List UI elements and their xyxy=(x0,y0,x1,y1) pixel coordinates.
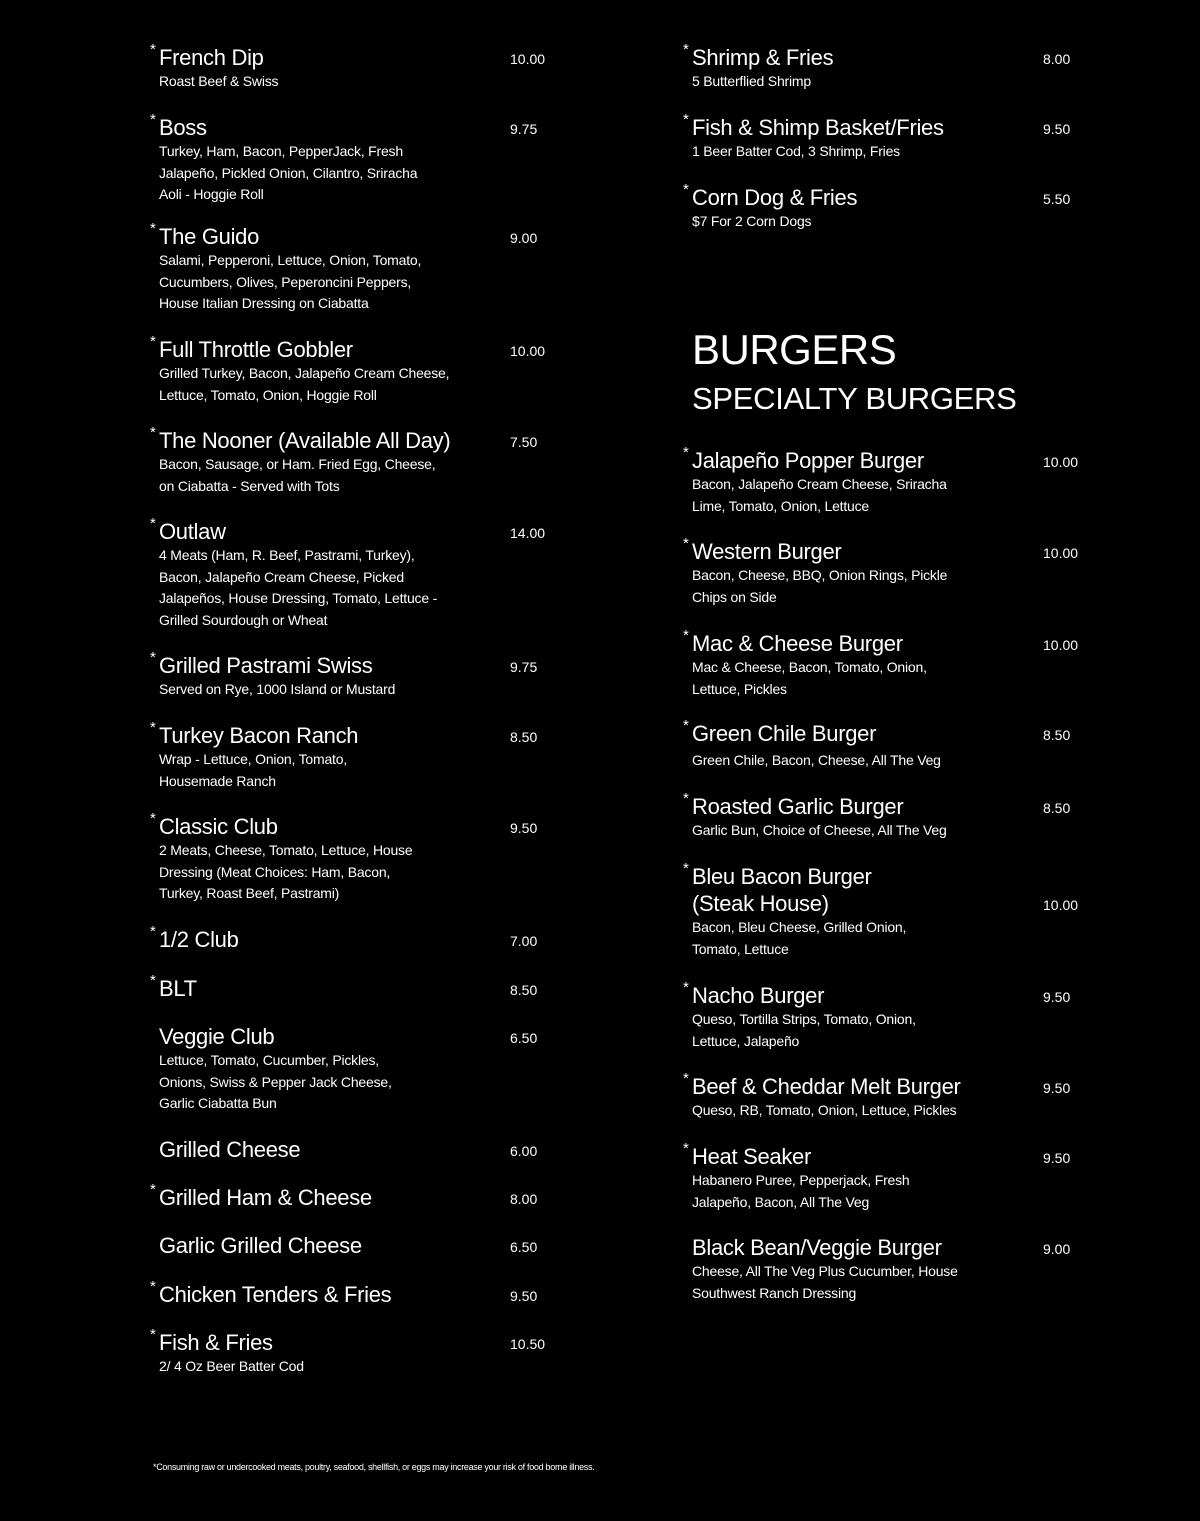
item-description: 4 Meats (Ham, R. Beef, Pastrami, Turkey), Bacon, Jalapeño Cream Cheese, Picked Jalapeños, House Dressing, Tomato, Lettuce - Grilled Sourdough or Wheat xyxy=(159,547,438,628)
star-marker: * xyxy=(150,111,156,128)
item-description: Served on Rye, 1000 Island or Mustard xyxy=(159,681,396,697)
item-price: 14.00 xyxy=(510,525,546,541)
item-description: 2 Meats, Cheese, Tomato, Lettuce, House Dressing (Meat Choices: Ham, Bacon, Turkey, Roast Beef, Pastrami) xyxy=(159,842,413,901)
item-price: 9.50 xyxy=(510,1288,538,1304)
item-name: Full Throttle Gobbler xyxy=(159,337,353,362)
burgers-heading: BURGERS xyxy=(692,326,897,373)
item-price: 10.00 xyxy=(510,343,546,359)
star-marker: * xyxy=(683,627,689,644)
item-description: Bacon, Jalapeño Cream Cheese, Sriracha Lime, Tomato, Onion, Lettuce xyxy=(692,476,947,514)
item-price: 6.50 xyxy=(510,1239,538,1255)
item-name: Western Burger xyxy=(692,539,842,564)
item-price: 8.50 xyxy=(1043,800,1071,816)
item-name: Grilled Ham & Cheese xyxy=(159,1185,372,1210)
item-name: Turkey Bacon Ranch xyxy=(159,723,359,748)
star-marker: * xyxy=(683,1070,689,1087)
item-description: Queso, RB, Tomato, Onion, Lettuce, Pickles xyxy=(692,1102,957,1118)
star-marker: * xyxy=(683,979,689,996)
star-marker: * xyxy=(150,515,156,532)
item-price: 9.50 xyxy=(1043,989,1071,1005)
star-marker: * xyxy=(150,649,156,666)
star-marker: * xyxy=(150,220,156,237)
food-safety-footnote: *Consuming raw or undercooked meats, poultry, seafood, shellfish, or eggs may increase your risk of food borne illness. xyxy=(153,1462,595,1472)
item-name: Jalapeño Popper Burger xyxy=(692,448,924,473)
item-price: 10.00 xyxy=(510,51,546,67)
item-name: Classic Club xyxy=(159,814,278,839)
star-marker: * xyxy=(150,1181,156,1198)
item-description: Cheese, All The Veg Plus Cucumber, House Southwest Ranch Dressing xyxy=(692,1263,958,1301)
star-marker: * xyxy=(683,790,689,807)
item-description: $7 For 2 Corn Dogs xyxy=(692,213,812,229)
star-marker: * xyxy=(150,923,156,940)
item-name: Chicken Tenders & Fries xyxy=(159,1282,392,1307)
item-description: 1 Beer Batter Cod, 3 Shrimp, Fries xyxy=(692,143,900,159)
item-name: Roasted Garlic Burger xyxy=(692,794,904,819)
star-marker: * xyxy=(150,810,156,827)
item-name: Veggie Club xyxy=(159,1024,275,1049)
item-name: Fish & Shimp Basket/Fries xyxy=(692,115,944,140)
item-description: Green Chile, Bacon, Cheese, All The Veg xyxy=(692,752,941,768)
item-name: Mac & Cheese Burger xyxy=(692,631,903,656)
item-description: Bacon, Bleu Cheese, Grilled Onion, Tomato, Lettuce xyxy=(692,919,907,957)
item-description: Wrap - Lettuce, Onion, Tomato, Housemade Ranch xyxy=(159,751,348,789)
item-price: 9.50 xyxy=(1043,1080,1071,1096)
item-name: Black Bean/Veggie Burger xyxy=(692,1235,942,1260)
item-price: 10.00 xyxy=(1043,897,1079,913)
item-name-line-2: (Steak House) xyxy=(692,891,829,916)
star-marker: * xyxy=(150,41,156,58)
item-name: Garlic Grilled Cheese xyxy=(159,1233,362,1258)
item-name: French Dip xyxy=(159,45,264,70)
item-price: 9.75 xyxy=(510,121,538,137)
item-price: 9.50 xyxy=(1043,1150,1071,1166)
star-marker: * xyxy=(150,972,156,989)
item-price: 8.00 xyxy=(510,1191,538,1207)
item-price: 8.50 xyxy=(1043,727,1071,743)
item-name: Green Chile Burger xyxy=(692,721,877,746)
item-price: 10.00 xyxy=(1043,454,1079,470)
item-price: 10.00 xyxy=(1043,545,1079,561)
item-name: Outlaw xyxy=(159,519,226,544)
item-price: 9.50 xyxy=(510,820,538,836)
item-price: 7.50 xyxy=(510,434,538,450)
item-price: 10.00 xyxy=(1043,637,1079,653)
star-marker: * xyxy=(683,41,689,58)
specialty-burgers-subheading: SPECIALTY BURGERS xyxy=(692,381,1017,416)
item-price: 6.00 xyxy=(510,1143,538,1159)
item-description: Garlic Bun, Choice of Cheese, All The Veg xyxy=(692,822,947,838)
item-price: 9.00 xyxy=(510,230,538,246)
item-name: Grilled Pastrami Swiss xyxy=(159,653,373,678)
item-name: 1/2 Club xyxy=(159,927,239,952)
item-description: Bacon, Cheese, BBQ, Onion Rings, Pickle Chips on Side xyxy=(692,567,948,605)
item-name: Heat Seaker xyxy=(692,1144,811,1169)
item-price: 8.50 xyxy=(510,982,538,998)
item-description: Mac & Cheese, Bacon, Tomato, Onion, Lettuce, Pickles xyxy=(692,659,927,697)
item-name: BLT xyxy=(159,976,197,1001)
item-price: 9.50 xyxy=(1043,121,1071,137)
item-description: Lettuce, Tomato, Cucumber, Pickles, Onions, Swiss & Pepper Jack Cheese, Garlic Ciabatta Bun xyxy=(159,1052,392,1111)
item-description: Queso, Tortilla Strips, Tomato, Onion, Lettuce, Jalapeño xyxy=(692,1011,916,1049)
item-description: 2/ 4 Oz Beer Batter Cod xyxy=(159,1358,304,1374)
item-name: The Guido xyxy=(159,224,260,249)
star-marker: * xyxy=(150,424,156,441)
star-marker: * xyxy=(683,181,689,198)
item-price: 9.75 xyxy=(510,659,538,675)
item-name: Beef & Cheddar Melt Burger xyxy=(692,1074,961,1099)
item-name: Bleu Bacon Burger xyxy=(692,864,872,889)
star-marker: * xyxy=(683,1140,689,1157)
star-marker: * xyxy=(150,719,156,736)
item-name: Nacho Burger xyxy=(692,983,825,1008)
item-name: Corn Dog & Fries xyxy=(692,185,858,210)
item-description: Salami, Pepperoni, Lettuce, Onion, Tomato, Cucumbers, Olives, Peperoncini Peppers, House Italian Dressing on Ciabatta xyxy=(159,252,422,311)
item-price: 8.00 xyxy=(1043,51,1071,67)
star-marker: * xyxy=(683,860,689,877)
star-marker: * xyxy=(683,535,689,552)
item-name: Shrimp & Fries xyxy=(692,45,834,70)
item-price: 6.50 xyxy=(510,1030,538,1046)
star-marker: * xyxy=(150,1278,156,1295)
item-description: Bacon, Sausage, or Ham. Fried Egg, Cheese, on Ciabatta - Served with Tots xyxy=(159,456,436,494)
star-marker: * xyxy=(683,717,689,734)
item-price: 5.50 xyxy=(1043,191,1071,207)
item-description: Grilled Turkey, Bacon, Jalapeño Cream Cheese, Lettuce, Tomato, Onion, Hoggie Roll xyxy=(159,365,450,403)
star-marker: * xyxy=(150,1326,156,1343)
star-marker: * xyxy=(683,111,689,128)
item-name: Boss xyxy=(159,115,207,140)
item-description: Turkey, Ham, Bacon, PepperJack, Fresh Jalapeño, Pickled Onion, Cilantro, Sriracha Aoli - Hoggie Roll xyxy=(159,143,418,202)
item-description: 5 Butterflied Shrimp xyxy=(692,73,811,89)
item-description: Roast Beef & Swiss xyxy=(159,73,279,89)
item-price: 9.00 xyxy=(1043,1241,1071,1257)
item-name: The Nooner (Available All Day) xyxy=(159,428,451,453)
item-price: 10.50 xyxy=(510,1336,546,1352)
star-marker: * xyxy=(683,444,689,461)
item-name: Grilled Cheese xyxy=(159,1137,301,1162)
item-price: 8.50 xyxy=(510,729,538,745)
item-name: Fish & Fries xyxy=(159,1330,273,1355)
star-marker: * xyxy=(150,333,156,350)
item-description: Habanero Puree, Pepperjack, Fresh Jalapeño, Bacon, All The Veg xyxy=(692,1172,910,1210)
item-price: 7.00 xyxy=(510,933,538,949)
